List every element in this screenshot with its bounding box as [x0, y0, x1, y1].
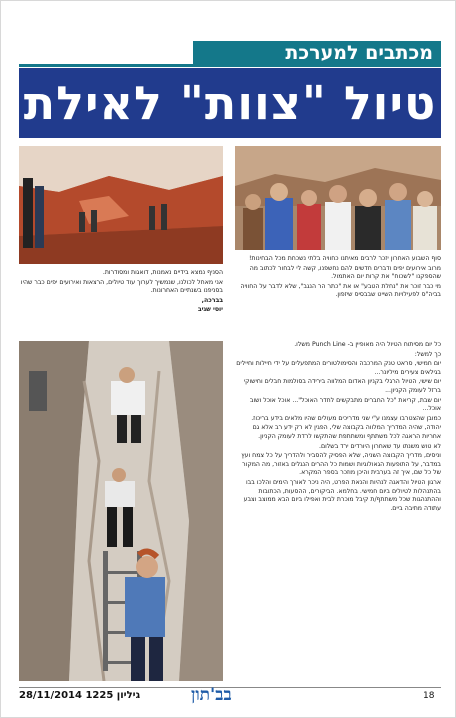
- body-paragraph-7: יהודה, שהיה המדריך המלווה בקבוצה שלי, הפגין לא רק ידע רב אלא גם אחריות הראגה לכל משתתף ומשתתפת שהתקשו לרדת לעומק הקניון.: [252, 424, 441, 440]
- right-top-paragraph-1: סוף השבוע האחרון יזכר לרבים מאיתנו כחוויה בלתי נשכחת מכל הבחינות!: [249, 255, 441, 262]
- right-top-paragraph-3: מי כבר זוכר את "נחלת הטבע" או את "כתר הר הנגב", שלא לדבר על החוויה בביה"ס לפעילויות השייט שבבסיס שיזפון.: [240, 282, 441, 299]
- right-column-top: [235, 255, 441, 333]
- page-number: 18: [423, 691, 435, 701]
- right-top-paragraph-2: מרוב אירועים יפים ודברים חדשים להם נחשפנו, קשה לי לבחור לכתוב מה שהספקנו "לשכוח" את קרות יום האתמול.: [249, 264, 441, 281]
- canyon-photo: [19, 146, 223, 264]
- body-paragraph-5: יום שבת, קריאת "כל החברים מתבקשים לחדר האוכל"... אוכל אוכל ושוב אוכל...: [249, 396, 441, 413]
- photo-caption: הסניף נמצא בידיים נאמנות, דואגות ומסודרות.: [102, 269, 223, 276]
- right-column-body: [235, 341, 441, 683]
- body-paragraph-8: לא טוש משנתו עד שאחרון היורדים ירד בשלום.: [319, 442, 441, 450]
- group-photo: [235, 146, 441, 250]
- signature-name: יוסי שגיב: [197, 306, 223, 314]
- closing-paragraph: אני מאחל לכולנו, שנמשיך לערוך עוד טיולים, הרצאות ואירועים יפים כבר שהיו בסניפנו בשנתיים האחרונות.: [20, 278, 223, 295]
- publication-logo: בב'תון: [191, 685, 232, 705]
- section-heading: מכתבים למערכת: [193, 41, 441, 65]
- issue-date: גיליון 1225 28/11/2014: [19, 690, 141, 701]
- body-paragraph-4: יום שישי, הטיול הרגלי בקניון האדום המלווה בירידה בסולמות חבלים וחישוקי ברזל לעומק הקניון...: [243, 378, 441, 394]
- body-paragraph-1: כל יום מסיתוח הטיול היה מאופיין ב- Punch Line משלו.: [294, 341, 441, 348]
- signature-greeting: בברכה,: [201, 296, 223, 304]
- left-column-top: [19, 269, 223, 333]
- body-paragraph-10: ארגון הטיול והדאגה לנהיות והנאת הפרט, היה ניכר לאורך הימים והלכו בבו בהתנהלות לטיולים ביום חמישי. בחלמא. הביקורים, ההסעות, הכתובות וההתנהגות שכל משתתף/ת קיבל מוכרת לבית ואפילו ביום הבא ממוצב וצבע עתודה מתיבה ביים.: [243, 478, 441, 512]
- body-paragraph-3: יום חמישי, סראט טנק המרכבה והסימולטורים המתפעלים על ידי חיילות וחיילים בגילאים צעירים מיליונר...: [236, 360, 441, 376]
- body-paragraph-6: כמובן שהצטרבו עצמנו ע"י שני מדריכים מעולים שהיו מלאים בידע בריכוז.: [251, 414, 441, 422]
- body-paragraph-9: וניסים, מדריך הקבוצה השניה, שלא הפסיק להסביר ולהדריך על כל צמח ועץ במדבר, על התופעות הגאולוגיות ושמות כל ההרים הנגלים באזור, מה המקור של כל שם, איך זה בערבית והיכן מוזכר בספר המקרא.: [241, 452, 441, 477]
- article-title: טיול "צוות" לאילת: [19, 68, 441, 138]
- body-paragraph-2: כך למשל:: [414, 350, 441, 358]
- heading-divider: [19, 64, 441, 67]
- climbing-photo: [19, 341, 223, 681]
